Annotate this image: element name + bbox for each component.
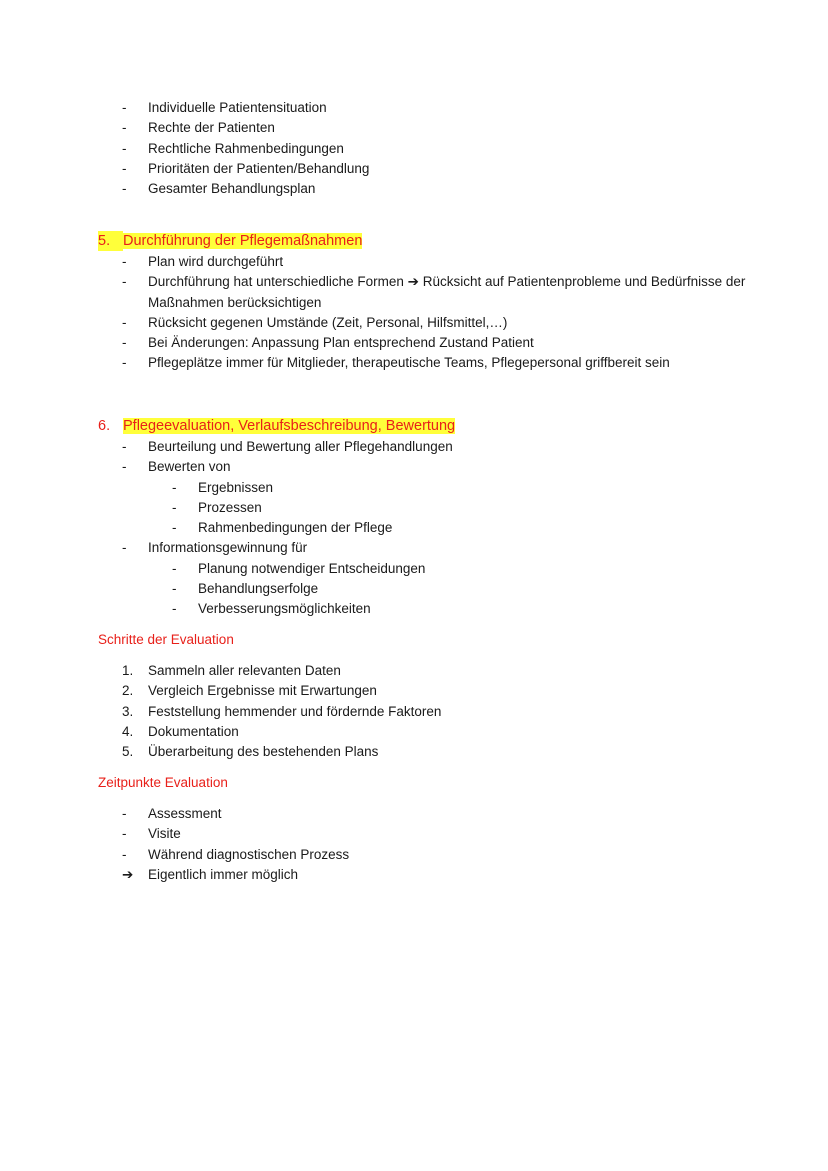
list-number: 2. [122,683,134,699]
list-item-text: Während diagnostischen Prozess [148,846,350,862]
list-item-text: Pflegeplätze immer für Mitglieder, therapeutische Teams, Pflegepersonal griffbereit sein [148,355,670,371]
timepoints-heading: Zeitpunkte Evaluation [98,775,228,790]
arrow-right-icon: ➔ [122,866,134,883]
list-item-text: Assessment [148,806,222,821]
list-item-text: Bei Änderungen: Anpassung Plan entsprechend Zustand Patient [148,335,534,351]
bullet-dash: - [122,540,127,556]
list-item [122,804,762,824]
list-item-text: Durchführung hat unterschiedliche Formen [148,274,404,290]
list-item-text: Sammeln aller relevanten Daten [148,663,341,678]
list-item-text: Rechtliche Rahmenbedingungen [148,140,344,156]
list-item-text: Individuelle Patientensituation [148,100,327,115]
list-item [172,478,762,498]
bullet-dash: - [122,806,127,821]
list-item-text: Behandlungserfolge [198,581,319,597]
list-number: 1. [122,663,134,678]
list-item [172,559,762,579]
bullet-dash: - [172,560,177,576]
list-number: 3. [122,703,134,719]
list-number: 5. [122,744,134,760]
sub-list [172,478,762,539]
bullet-dash: - [122,254,127,269]
bullet-dash: - [172,499,177,515]
list-item [122,98,762,118]
list-item-text: Vergleich Ergebnisse mit Erwartungen [148,683,377,699]
list-item-text: Informationsgewinnung für [148,540,308,556]
section-number: 6. [98,418,111,434]
section-5-heading [98,231,362,251]
list-item [122,661,762,681]
list-item [172,498,762,518]
bullet-dash: - [122,100,127,115]
timepoints-list [122,804,762,885]
section-number: 5. [98,231,123,251]
bullet-dash: - [122,459,127,475]
bullet-dash: - [122,335,127,351]
list-item [172,599,762,619]
list-item [122,159,762,179]
list-item [122,865,762,885]
list-item [122,702,762,722]
list-item [122,437,762,457]
bullet-dash: - [172,581,177,597]
list-item [122,353,762,373]
list-item-text: Feststellung hemmender und fördernde Faktoren [148,703,442,719]
intro-list [122,98,762,199]
section-6-list [122,437,762,620]
bullet-dash: - [122,160,127,176]
list-item [122,252,762,272]
list-item [122,118,762,138]
list-item [122,313,762,333]
section-title: Durchführung der Pflegemaßnahmen [123,233,363,249]
bullet-dash: - [122,846,127,862]
list-item-text: Prioritäten der Patienten/Behandlung [148,160,370,176]
list-number: 4. [122,723,134,739]
bullet-dash: - [172,601,177,617]
list-item [172,518,762,538]
list-item [122,742,762,762]
list-item-text: Ergebnissen [198,479,274,495]
list-item [122,457,762,538]
sub-list [172,559,762,620]
list-item-text: Überarbeitung des bestehenden Plans [148,744,379,760]
bullet-dash: - [122,355,127,371]
bullet-dash: - [172,520,177,536]
list-item-text: Planung notwendiger Entscheidungen [198,560,426,576]
bullet-dash: - [122,439,127,454]
list-item-text: Prozessen [198,499,262,515]
section-6-heading [98,416,455,436]
bullet-dash: - [122,274,127,290]
list-item [122,139,762,159]
list-item [122,538,762,619]
bullet-dash: - [122,181,127,197]
list-item [122,333,762,353]
bullet-dash: - [122,314,127,330]
list-item [122,681,762,701]
steps-heading: Schritte der Evaluation [98,632,234,647]
bullet-dash: - [122,120,127,136]
list-item-text: Gesamter Behandlungsplan [148,181,316,197]
bullet-dash: - [172,479,177,495]
list-item [122,272,762,313]
list-item-text: Rechte der Patienten [148,120,275,136]
list-item-text: Beurteilung und Bewertung aller Pflegehandlungen [148,439,453,454]
list-item [122,824,762,844]
list-item [122,179,762,199]
steps-list [122,661,762,762]
list-item [122,722,762,742]
list-item-text: Eigentlich immer möglich [148,866,299,882]
list-item-text: Bewerten von [148,459,231,475]
list-item-text: Rahmenbedingungen der Pflege [198,520,393,536]
bullet-dash: - [122,140,127,156]
list-item-text: Dokumentation [148,723,239,739]
list-item-text: Rücksicht auf Patientenprobleme und Bedürfnisse der Maßnahmen berücksichtigen [148,274,746,310]
list-item [122,845,762,865]
section-5-list [122,252,762,374]
list-item-text: Verbesserungsmöglichkeiten [198,601,371,617]
list-item [172,579,762,599]
section-title: Pflegeevaluation, Verlaufsbeschreibung, Bewertung [123,418,456,434]
list-item-text: Rücksicht gegenen Umstände (Zeit, Personal, Hilfsmittel,…) [148,314,508,330]
list-item-text: Plan wird durchgeführt [148,254,284,269]
list-item-text: Visite [148,826,181,842]
bullet-dash: - [122,826,127,842]
arrow-right-icon: ➔ [407,274,419,291]
